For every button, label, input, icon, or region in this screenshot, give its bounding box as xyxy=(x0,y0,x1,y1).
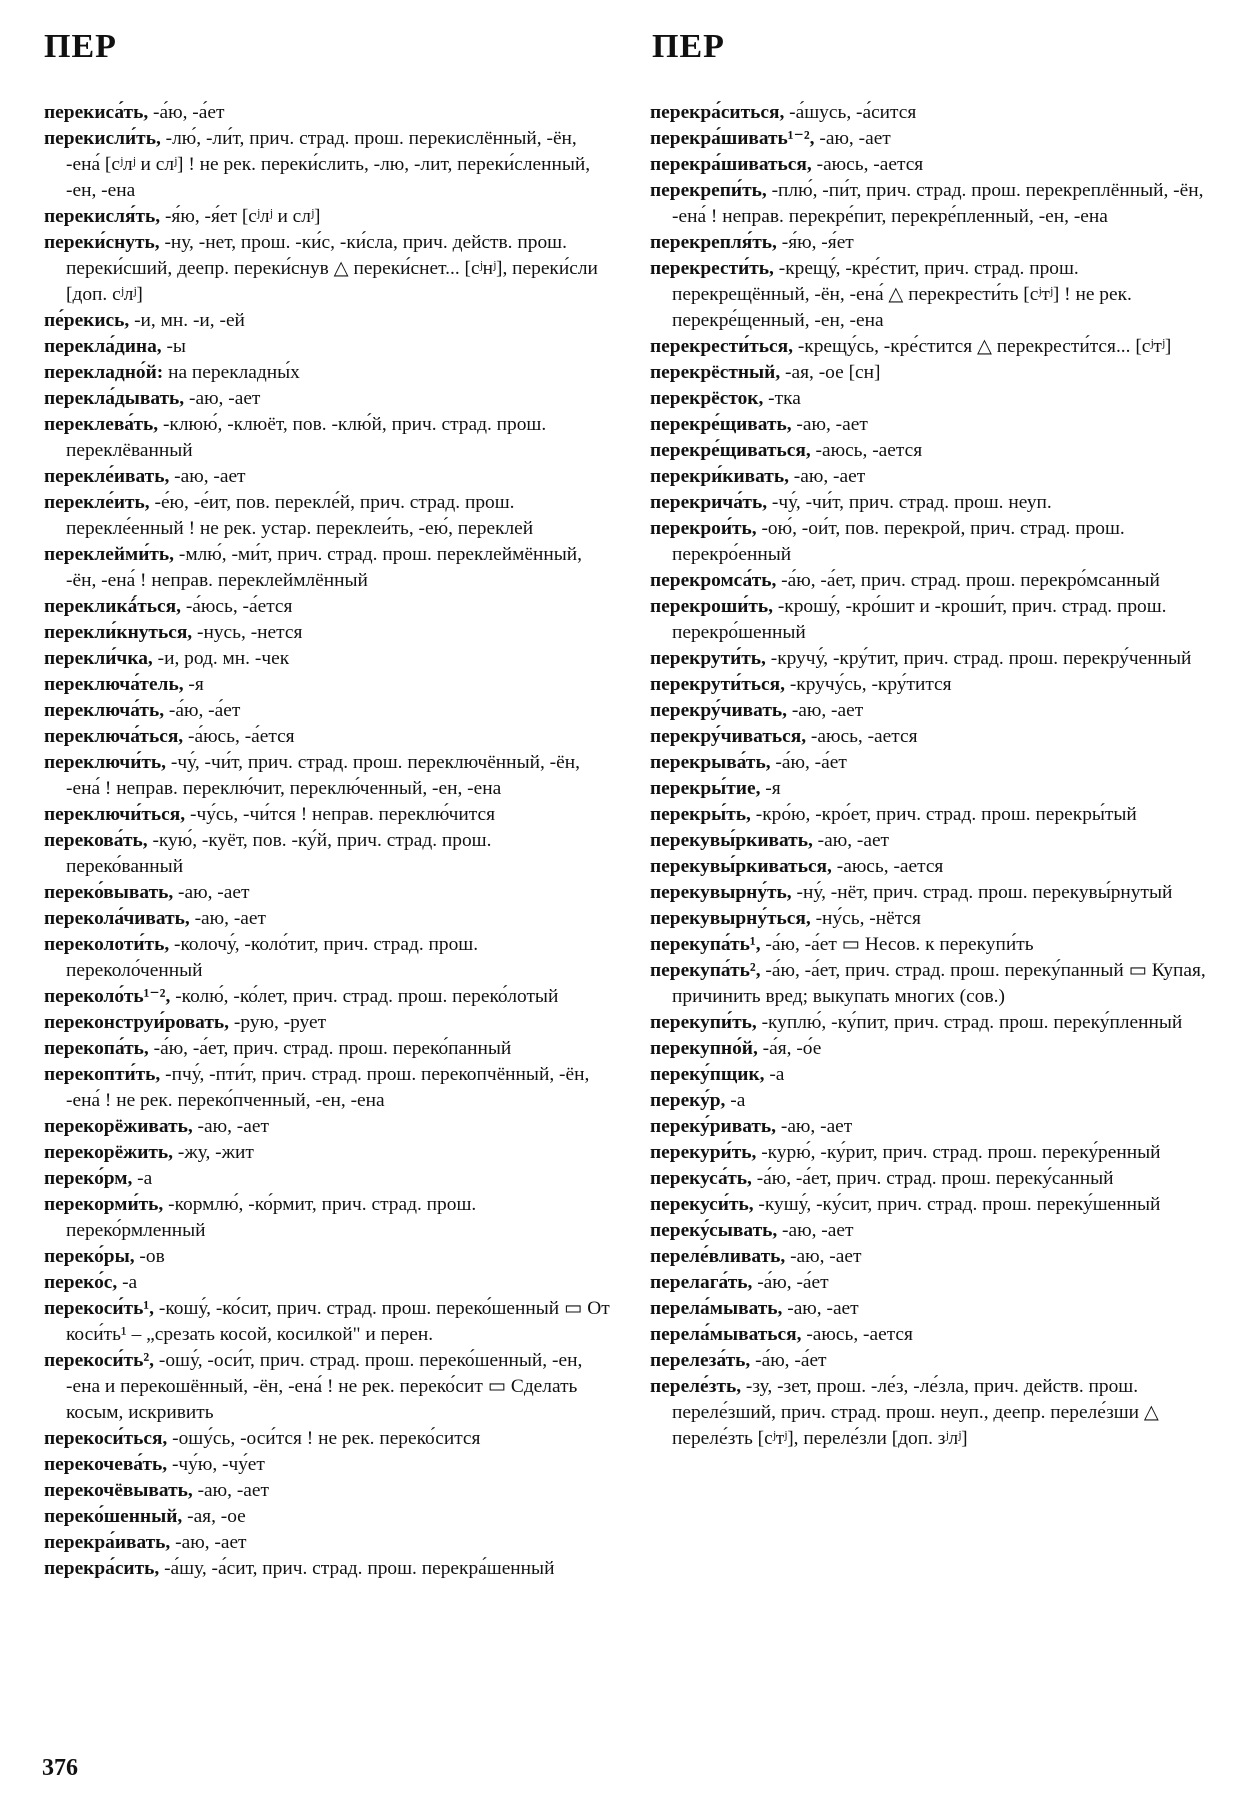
entry-forms: -аю, -ает xyxy=(785,1246,862,1267)
entry-forms: -чу́ю, -чу́ет xyxy=(167,1454,265,1475)
dictionary-entry xyxy=(650,1374,1216,1452)
entry-headword: перекувы́ркиваться, xyxy=(650,856,832,877)
running-head-right: ПЕР xyxy=(652,28,725,65)
entry-forms: -кошу́, -ко́сит, прич. страд. прош. перeко́шенный ▭ От коси́ть¹ – „срезать косой, косилкой" и перен. xyxy=(66,1298,610,1345)
entry-forms: -аю, -ает xyxy=(791,414,868,435)
entry-forms: -а́ю, -а́ет xyxy=(770,752,847,773)
entry-headword: переключа́ться, xyxy=(44,726,184,747)
entry-forms: -аюсь, -ается xyxy=(810,440,923,461)
entry-headword: перекла́дывать, xyxy=(44,388,185,409)
entry-headword: перелеза́ть, xyxy=(650,1350,751,1371)
entry-forms: -я xyxy=(183,674,204,695)
entry-forms: -а́ю, -а́ет, прич. страд. прош. переку́панный ▭ Купая, причинить вред; выкупать многих (сов.) xyxy=(672,960,1206,1007)
entry-forms: -аюсь, -ается xyxy=(806,726,918,747)
entry-forms: -а́ю, -а́ет xyxy=(750,1350,827,1371)
entry-forms: -аюсь, -ается xyxy=(801,1324,913,1345)
entry-headword: перекорми́ть, xyxy=(44,1194,164,1215)
entry-forms: -курю́, -ку́рит, прич. страд. прош. переку́ренный xyxy=(756,1142,1161,1163)
dictionary-entry xyxy=(650,646,1216,672)
entry-headword: перекре́щивать, xyxy=(650,414,792,435)
entry-headword: перекрести́ть, xyxy=(650,258,774,279)
entry-headword: перелага́ть, xyxy=(650,1272,753,1293)
entry-forms: -а́ю, -а́ет xyxy=(148,102,225,123)
entry-forms: -аю, -ает xyxy=(189,908,266,929)
entry-forms: -зу, -зет, прош. -ле́з, -ле́зла, прич. действ. прош. переле́зший, прич. страд. прош. неуп., деепр. переле́зши △ переле́зть [сʲтʲ], переле́зли [доп. зʲлʲ] xyxy=(672,1376,1159,1449)
dictionary-entry xyxy=(650,724,1216,750)
dictionary-entry xyxy=(650,126,1216,152)
entry-forms: -ошу́сь, -оси́тся ! не рек. перeко́сится xyxy=(167,1428,481,1449)
entry-forms: -а xyxy=(132,1168,153,1189)
dictionary-entry xyxy=(44,1452,610,1478)
entry-forms: -аю, -ает xyxy=(777,1220,854,1241)
dictionary-entry xyxy=(44,334,610,360)
entry-forms: -лю́, -ли́т, прич. страд. прош. перекислённый, -ён, -ена́ [сʲлʲ и слʲ] ! не рек. переки́слить, -лю, -лит, переки́сленный, -ен, -ена xyxy=(66,128,591,201)
dictionary-entry xyxy=(44,126,610,204)
entry-headword: переку́ривать, xyxy=(650,1116,777,1137)
dictionary-entry xyxy=(44,672,610,698)
entry-forms: -я xyxy=(760,778,781,799)
dictionary-entry xyxy=(44,1478,610,1504)
dictionary-entry xyxy=(650,880,1216,906)
entry-forms: -крошу́, -кро́шит и -кроши́т, прич. страд. прош. перекро́шенный xyxy=(672,596,1167,643)
dictionary-entry xyxy=(650,1062,1216,1088)
entry-forms: -ну, -нет, прош. -ки́с, -ки́сла, прич. действ. прош. переки́сший, деепр. переки́снув △ переки́снет... [сʲнʲ], переки́сли [доп. сʲлʲ] xyxy=(66,232,598,305)
entry-headword: перекромса́ть, xyxy=(650,570,777,591)
entry-forms: -а́я, -о́е xyxy=(757,1038,822,1059)
dictionary-entry xyxy=(650,100,1216,126)
entry-forms: -я́ю, -я́ет xyxy=(776,232,854,253)
entry-headword: перекисли́ть, xyxy=(44,128,161,149)
entry-headword: перекли́кнуться, xyxy=(44,622,193,643)
entry-headword: перекувы́ркивать, xyxy=(650,830,813,851)
entry-forms: -нусь, -нется xyxy=(192,622,303,643)
dictionary-entry xyxy=(44,1062,610,1114)
dictionary-entry xyxy=(650,178,1216,230)
entry-headword: переко́ры, xyxy=(44,1246,135,1267)
dictionary-entry xyxy=(650,360,1216,386)
dictionary-entry xyxy=(650,750,1216,776)
dictionary-entry xyxy=(44,1192,610,1244)
entry-forms: -а́ю, -а́ет xyxy=(752,1272,829,1293)
entry-forms: -ая, -ое [сн] xyxy=(780,362,881,383)
entry-forms: -аю, -ает xyxy=(173,882,250,903)
dictionary-entry xyxy=(44,1270,610,1296)
dictionary-entry xyxy=(44,100,610,126)
entry-forms: -аю, -ает xyxy=(170,1532,247,1553)
entry-forms: -ая, -ое xyxy=(182,1506,246,1527)
entry-forms: -аю, -ает xyxy=(782,1298,859,1319)
entry-forms: -пчу́, -пти́т, прич. страд. прош. перекопчённый, -ён, -ена́ ! не рек. перeко́пченный, -ен, -ена xyxy=(66,1064,590,1111)
dictionary-entry xyxy=(44,204,610,230)
dictionary-entry xyxy=(44,802,610,828)
dictionary-entry xyxy=(650,412,1216,438)
left-column xyxy=(44,100,610,1582)
entry-forms: -а́шусь, -а́сится xyxy=(784,102,917,123)
entry-headword: перекопа́ть, xyxy=(44,1038,149,1059)
entry-headword: перекры́тие, xyxy=(650,778,761,799)
entry-headword: перекри́кивать, xyxy=(650,466,789,487)
entry-headword: перекувырну́ться, xyxy=(650,908,811,929)
entry-forms: -колочу́, -коло́тит, прич. страд. прош. переколо́ченный xyxy=(66,934,479,981)
entry-forms: -крещу́, -кре́стит, прич. страд. прош. перекрещённый, -ён, -ена́ △ перекрести́ть [сʲтʲ] ! не рек. перекре́щенный, -ен, -ена xyxy=(672,258,1132,331)
right-column xyxy=(650,100,1216,1452)
dictionary-entry xyxy=(44,984,610,1010)
entry-forms: -а́ю, -а́ет, прич. страд. прош. перeко́панный xyxy=(148,1038,512,1059)
entry-forms: -аю, -ает xyxy=(192,1480,269,1501)
entry-headword: перекрути́ть, xyxy=(650,648,766,669)
dictionary-entry xyxy=(650,386,1216,412)
dictionary-entry xyxy=(650,854,1216,880)
entry-headword: перекочёвывать, xyxy=(44,1480,193,1501)
entry-headword: перекупа́ть¹, xyxy=(650,934,761,955)
dictionary-entry xyxy=(650,1114,1216,1140)
entry-headword: перекола́чивать, xyxy=(44,908,190,929)
entry-headword: перекле́ивать, xyxy=(44,466,170,487)
entry-forms: -кушу́, -ку́сит, прич. страд. прош. переку́шенный xyxy=(753,1194,1161,1215)
entry-headword: перела́мываться, xyxy=(650,1324,802,1345)
dictionary-entry xyxy=(44,1010,610,1036)
dictionary-entry xyxy=(650,672,1216,698)
dictionary-entry xyxy=(650,1296,1216,1322)
dictionary-entry xyxy=(650,464,1216,490)
entry-headword: перекле́ить, xyxy=(44,492,150,513)
entry-headword: переключи́ться, xyxy=(44,804,186,825)
dictionary-entry xyxy=(650,1192,1216,1218)
page-number: 376 xyxy=(42,1755,78,1781)
entry-headword: перекрыва́ть, xyxy=(650,752,771,773)
entry-headword: перекликá́ться, xyxy=(44,596,181,617)
entry-headword: переключи́ть, xyxy=(44,752,167,773)
entry-headword: перекры́ть, xyxy=(650,804,751,825)
entry-headword: переле́вливать, xyxy=(650,1246,786,1267)
entry-forms: -клюю́, -клюёт, пов. -клю́й, прич. страд. прош. переклёванный xyxy=(66,414,547,461)
dictionary-entry xyxy=(650,906,1216,932)
entry-forms: -ошу́, -оси́т, прич. страд. прош. перeко́шенный, -ен, -ена и перекошённый, -ён, -ена́ ! не рек. перeко́сит ▭ Сделать косым, искривить xyxy=(66,1350,583,1423)
dictionary-entry xyxy=(650,828,1216,854)
dictionary-entry xyxy=(650,1244,1216,1270)
entry-headword: перекрести́ться, xyxy=(650,336,793,357)
entry-headword: перекуси́ть, xyxy=(650,1194,754,1215)
entry-headword: переко́вывать, xyxy=(44,882,174,903)
entry-headword: перекорёжить, xyxy=(44,1142,174,1163)
dictionary-entry xyxy=(44,1348,610,1426)
entry-headword: перела́мывать, xyxy=(650,1298,783,1319)
entry-forms: -жу, -жит xyxy=(173,1142,254,1163)
entry-headword: перекоси́ться, xyxy=(44,1428,168,1449)
entry-headword: перекра́шиваться, xyxy=(650,154,812,175)
entry-headword: переку́сывать, xyxy=(650,1220,778,1241)
entry-headword: перекрёстный, xyxy=(650,362,781,383)
dictionary-entry xyxy=(650,1348,1216,1374)
dictionary-entry xyxy=(44,1166,610,1192)
entry-forms: -ы xyxy=(161,336,186,357)
entry-headword: перекрути́ться, xyxy=(650,674,785,695)
entry-forms: -а́ю, -а́ет, прич. страд. прош. перекро́мсанный xyxy=(776,570,1160,591)
entry-forms: -а xyxy=(764,1064,785,1085)
dictionary-entry xyxy=(650,1270,1216,1296)
entry-headword: переклева́ть, xyxy=(44,414,159,435)
entry-headword: переку́пщик, xyxy=(650,1064,765,1085)
entry-forms: -чу́сь, -чи́тся ! неправ. переклю́чится xyxy=(185,804,496,825)
entry-forms: -аюсь, -ается xyxy=(831,856,944,877)
dictionary-entry xyxy=(44,1530,610,1556)
dictionary-entry xyxy=(44,1504,610,1530)
entry-headword: перекра́ивать, xyxy=(44,1532,171,1553)
dictionary-entry xyxy=(44,1296,610,1348)
entry-headword: перекли́чка, xyxy=(44,648,153,669)
dictionary-entry xyxy=(44,1556,610,1582)
entry-headword: перекру́чивать, xyxy=(650,700,787,721)
dictionary-entry xyxy=(650,490,1216,516)
entry-forms: -а́ю, -а́ет, прич. страд. прош. переку́санный xyxy=(751,1168,1114,1189)
entry-forms: -ну́, -нёт, прич. страд. прош. перекувы́рнутый xyxy=(791,882,1173,903)
entry-headword: перекроши́ть, xyxy=(650,596,773,617)
dictionary-entry xyxy=(44,1426,610,1452)
entry-headword: переко́шенный, xyxy=(44,1506,183,1527)
dictionary-entry xyxy=(650,802,1216,828)
entry-forms: -аю, -ает xyxy=(192,1116,269,1137)
entry-headword: перекре́щиваться, xyxy=(650,440,811,461)
entry-headword: перекоси́ть¹, xyxy=(44,1298,155,1319)
entry-forms: -крещу́сь, -кре́стится △ перекрести́тся... [сʲтʲ] xyxy=(793,336,1172,357)
dictionary-entry xyxy=(44,1140,610,1166)
dictionary-entry xyxy=(650,958,1216,1010)
dictionary-entry xyxy=(650,1036,1216,1062)
dictionary-entry xyxy=(650,1218,1216,1244)
entry-headword: перекупно́й, xyxy=(650,1038,758,1059)
entry-headword: перекрои́ть, xyxy=(650,518,757,539)
entry-headword: перекочева́ть, xyxy=(44,1454,168,1475)
dictionary-entry xyxy=(44,932,610,984)
dictionary-entry xyxy=(44,308,610,334)
entry-headword: перекова́ть, xyxy=(44,830,148,851)
entry-headword: перекру́чиваться, xyxy=(650,726,807,747)
dictionary-entry xyxy=(44,906,610,932)
entry-forms: на перекладны́х xyxy=(163,362,300,383)
dictionary-entry xyxy=(650,568,1216,594)
entry-headword: перекрича́ть, xyxy=(650,492,768,513)
dictionary-entry xyxy=(650,438,1216,464)
dictionary-entry xyxy=(44,620,610,646)
dictionary-entry xyxy=(44,230,610,308)
dictionary-entry xyxy=(44,360,610,386)
entry-forms: -а́юсь, -а́ется xyxy=(183,726,295,747)
dictionary-entry xyxy=(44,750,610,802)
dictionary-entry xyxy=(650,1322,1216,1348)
dictionary-entry xyxy=(44,386,610,412)
entry-forms: -е́ю, -е́ит, пов. перекле́й, прич. страд. прош. перекле́енный ! не рек. устар. переклеи́ть, -ею́, переклей xyxy=(66,492,534,539)
entry-headword: переку́р, xyxy=(650,1090,726,1111)
dictionary-entry xyxy=(44,490,610,542)
entry-headword: перекладно́й: xyxy=(44,362,164,383)
entry-headword: переключа́тель, xyxy=(44,674,184,695)
dictionary-entry xyxy=(650,932,1216,958)
entry-headword: переклейми́ть, xyxy=(44,544,175,565)
dictionary-entry xyxy=(650,152,1216,178)
entry-forms: -я́ю, -я́ет [сʲлʲ и слʲ] xyxy=(160,206,321,227)
entry-forms: -аю, -ает xyxy=(169,466,246,487)
entry-forms: -плю́, -пи́т, прич. страд. прош. перекреплённый, -ён, -ена́ ! неправ. перекре́пит, перекре́пленный, -ен, -ена xyxy=(672,180,1204,227)
dictionary-entry xyxy=(44,828,610,880)
entry-forms: -аю, -ает xyxy=(814,128,891,149)
entry-forms: -млю́, -ми́т, прич. страд. прош. переклеймённый, -ён, -ена́ ! неправ. переклеймлённый xyxy=(66,544,582,591)
entry-headword: перекиса́ть, xyxy=(44,102,149,123)
dictionary-entry xyxy=(650,1010,1216,1036)
entry-forms: -аю, -ает xyxy=(184,388,261,409)
entry-headword: перекисля́ть, xyxy=(44,206,161,227)
entry-headword: переко́с, xyxy=(44,1272,118,1293)
entry-headword: переле́зть, xyxy=(650,1376,742,1397)
entry-forms: -кую́, -куёт, пов. -ку́й, прич. страд. прош. перeко́ванный xyxy=(66,830,492,877)
dictionary-entry xyxy=(44,698,610,724)
entry-forms: -рую, -рует xyxy=(229,1012,327,1033)
entry-forms: -тка xyxy=(763,388,801,409)
entry-headword: перекрепи́ть, xyxy=(650,180,767,201)
entry-forms: -ов xyxy=(134,1246,165,1267)
entry-forms: -аю, -ает xyxy=(788,466,866,487)
entry-forms: -чу́, -чи́т, прич. страд. прош. переключённый, -ён, -ена́ ! неправ. переклю́чит, переклю́ченный, -ен, -ена xyxy=(66,752,580,799)
dictionary-entry xyxy=(44,594,610,620)
dictionary-entry xyxy=(44,646,610,672)
dictionary-entry xyxy=(44,880,610,906)
entry-forms: -а xyxy=(725,1090,746,1111)
dictionary-entry xyxy=(44,464,610,490)
entry-forms: -кормлю́, -ко́рмит, прич. страд. прош. перeко́рмленный xyxy=(66,1194,477,1241)
entry-forms: -аюсь, -ается xyxy=(811,154,924,175)
entry-headword: перекоси́ть², xyxy=(44,1350,155,1371)
entry-headword: переколоти́ть, xyxy=(44,934,170,955)
entry-forms: -кручу́, -кру́тит, прич. страд. прош. перекру́ченный xyxy=(765,648,1192,669)
dictionary-entry xyxy=(650,1166,1216,1192)
dictionary-entry xyxy=(44,1036,610,1062)
entry-headword: перекрепля́ть, xyxy=(650,232,777,253)
entry-forms: -аю, -ает xyxy=(776,1116,853,1137)
entry-forms: -а́ю, -а́ет ▭ Несов. к перекупи́ть xyxy=(760,934,1034,955)
entry-headword: переключа́ть, xyxy=(44,700,165,721)
dictionary-entry xyxy=(44,412,610,464)
entry-headword: перекуса́ть, xyxy=(650,1168,752,1189)
dictionary-entry xyxy=(650,230,1216,256)
entry-forms: -кручу́сь, -кру́тится xyxy=(785,674,952,695)
dictionary-entry xyxy=(650,1088,1216,1114)
entry-forms: -кро́ю, -кро́ет, прич. страд. прош. перекры́тый xyxy=(750,804,1137,825)
entry-headword: перекра́шивать¹⁻², xyxy=(650,128,815,149)
entry-headword: перекупи́ть, xyxy=(650,1012,757,1033)
dictionary-entry xyxy=(650,776,1216,802)
entry-headword: перекра́ситься, xyxy=(650,102,785,123)
dictionary-entry xyxy=(650,516,1216,568)
entry-headword: перекопти́ть, xyxy=(44,1064,161,1085)
entry-forms: -ну́сь, -нётся xyxy=(810,908,921,929)
entry-headword: перекорёживать, xyxy=(44,1116,193,1137)
entry-forms: -и, мн. -и, -ей xyxy=(129,310,245,331)
entry-headword: переки́снуть, xyxy=(44,232,160,253)
entry-headword: переколо́ть¹⁻², xyxy=(44,986,171,1007)
entry-forms: -и, род. мн. -чек xyxy=(152,648,290,669)
entry-forms: -а xyxy=(117,1272,138,1293)
entry-forms: -куплю́, -ку́пит, прич. страд. прош. переку́пленный xyxy=(756,1012,1183,1033)
entry-headword: переко́рм, xyxy=(44,1168,133,1189)
entry-forms: -аю, -ает xyxy=(786,700,864,721)
dictionary-entry xyxy=(650,256,1216,334)
entry-forms: -аю, -ает xyxy=(812,830,890,851)
dictionary-entry xyxy=(650,698,1216,724)
entry-forms: -а́юсь, -а́ется xyxy=(180,596,293,617)
entry-headword: перекла́дина, xyxy=(44,336,162,357)
dictionary-entry xyxy=(650,594,1216,646)
entry-forms: -а́ю, -а́ет xyxy=(164,700,241,721)
dictionary-entry xyxy=(44,724,610,750)
entry-headword: пе́рекись, xyxy=(44,310,130,331)
dictionary-entry xyxy=(650,1140,1216,1166)
running-head-left: ПЕР xyxy=(44,28,117,65)
dictionary-entry xyxy=(44,1114,610,1140)
entry-forms: -а́шу, -а́сит, прич. страд. прош. перекра́шенный xyxy=(159,1558,555,1579)
entry-headword: перекрёсток, xyxy=(650,388,764,409)
entry-headword: переконструи́ровать, xyxy=(44,1012,230,1033)
dictionary-entry xyxy=(44,1244,610,1270)
dictionary-entry xyxy=(44,542,610,594)
entry-forms: -чу́, -чи́т, прич. страд. прош. неуп. xyxy=(767,492,1052,513)
entry-headword: перекупа́ть², xyxy=(650,960,761,981)
entry-forms: -ою́, -ои́т, пов. перекрой, прич. страд. прош. перекро́енный xyxy=(672,518,1125,565)
entry-forms: -колю́, -ко́лет, прич. страд. прош. перeко́лотый xyxy=(170,986,559,1007)
dictionary-entry xyxy=(650,334,1216,360)
entry-headword: перекувырну́ть, xyxy=(650,882,792,903)
entry-headword: перекра́сить, xyxy=(44,1558,160,1579)
entry-headword: перекури́ть, xyxy=(650,1142,757,1163)
